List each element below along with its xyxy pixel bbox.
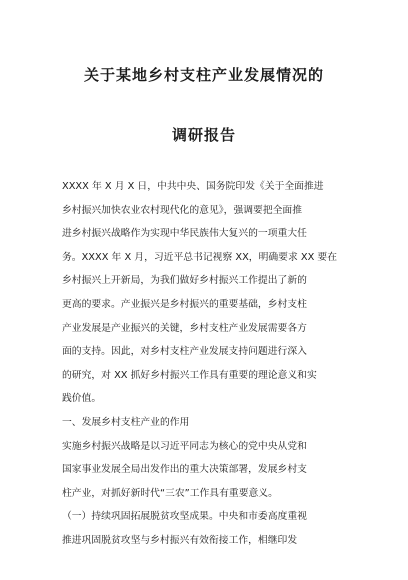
body-line: 务。XXXX 年 X 月，习近平总书记视察 XX，明确要求 XX 要在	[62, 251, 338, 263]
body-line: 实施乡村振兴战略是以习近平同志为核心的党中央从党和	[62, 440, 307, 452]
body-line: 乡村振兴上开新局，为我们做好乡村振兴工作提出了新的	[62, 275, 307, 287]
body-line: 践价值。	[62, 393, 102, 405]
document-title-line2: 调研报告	[171, 126, 236, 144]
body-line: XXXX 年 X 月 X 日，中共中央、国务院印发《关于全面推进	[62, 181, 324, 192]
section-heading: 一、发展乡村支柱产业的作用	[62, 416, 190, 428]
body-line: 柱产业，对抓好新时代“三农”工作具有重要意义。	[62, 487, 278, 499]
body-line: 进乡村振兴战略作为实现中华民族伟大复兴的一项重大任	[62, 228, 307, 240]
body-line: 推进巩固脱贫攻坚与乡村振兴有效衔接工作，相继印发	[62, 534, 298, 546]
body-line: 产业发展是产业振兴的关键，乡村支柱产业发展需要各方	[62, 322, 307, 334]
document-body	[62, 175, 352, 553]
body-line: 国家事业发展全局出发作出的重大决策部署，发展乡村支	[62, 464, 307, 476]
body-line: 的研究，对 XX 抓好乡村振兴工作具有重要的理论意义和实	[62, 369, 317, 381]
body-line: 更高的要求。产业振兴是乡村振兴的重要基础，乡村支柱	[62, 298, 307, 310]
body-line: 面的支持。因此，对乡村支柱产业发展支持问题进行深入	[62, 346, 307, 358]
body-line: 乡村振兴加快农业农村现代化的意见》，强调要把全面推	[62, 204, 303, 216]
body-line: （一）持续巩固拓展脱贫攻坚成果。中央和市委高度重视	[62, 511, 307, 523]
document-title-line1: 关于某地乡村支柱产业发展情况的	[83, 66, 324, 84]
